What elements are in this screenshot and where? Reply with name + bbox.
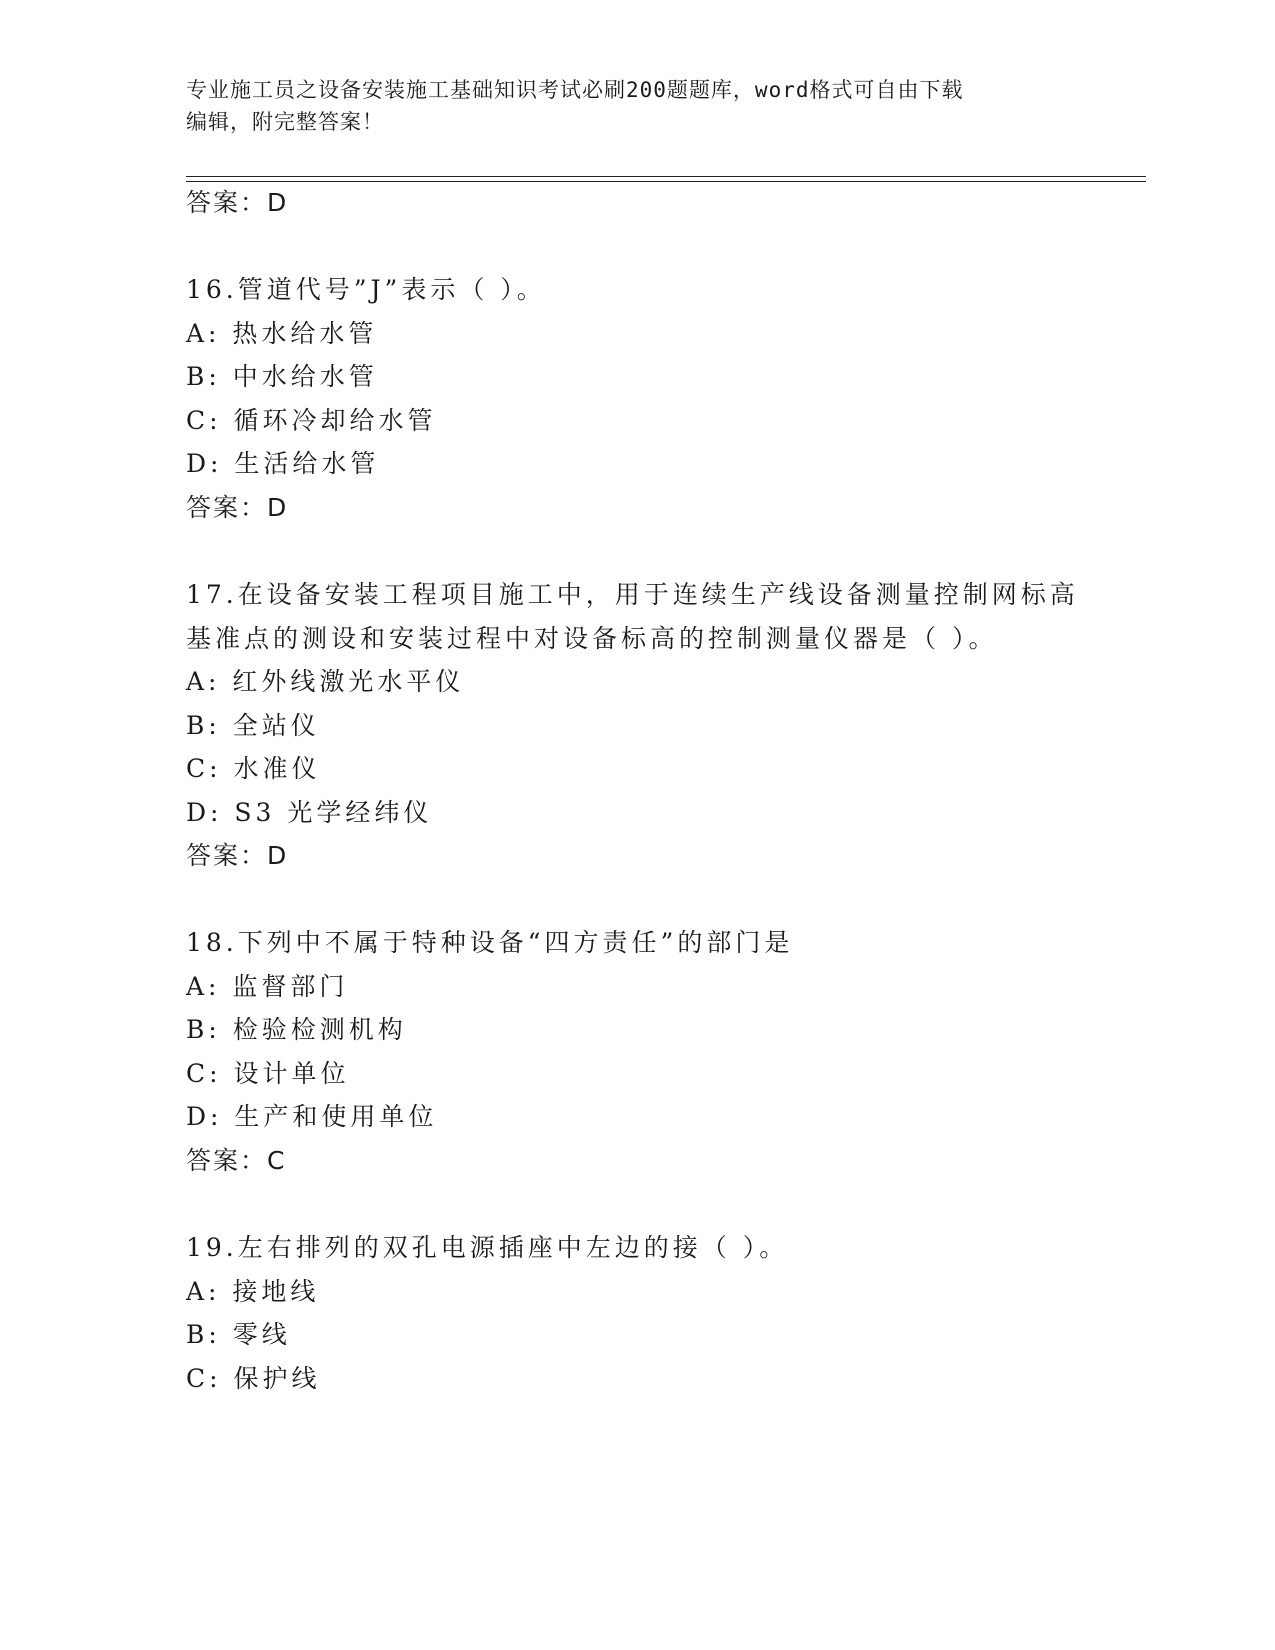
- question-17-option-d: D: S3 光学经纬仪: [186, 798, 433, 827]
- question-18-option-a: A: 监督部门: [186, 972, 349, 1001]
- header-title-line-1: 专业施工员之设备安装施工基础知识考试必刷200题题库，word格式可自由下载: [186, 78, 964, 102]
- header-title-line-2: 编辑，附完整答案！: [186, 110, 384, 134]
- question-19-option-b: B: 零线: [186, 1320, 291, 1349]
- question-19-stem: 19.左右排列的双孔电源插座中左边的接（ ）。: [186, 1233, 789, 1262]
- question-17-answer: 答案：D: [186, 841, 289, 870]
- question-18-answer: 答案：C: [186, 1146, 287, 1175]
- question-16-answer: 答案：D: [186, 493, 289, 522]
- question-18-option-b: B: 检验检测机构: [186, 1015, 407, 1044]
- question-17-stem-line-2: 基准点的测设和安装过程中对设备标高的控制测量仪器是（ ）。: [186, 624, 998, 653]
- header-divider-bottom: [186, 181, 1146, 182]
- header-divider-top: [186, 176, 1146, 177]
- question-18-option-d: D: 生产和使用单位: [186, 1102, 438, 1131]
- question-17-option-c: C: 水准仪: [186, 754, 321, 783]
- question-16-option-a: A: 热水给水管: [186, 319, 378, 348]
- question-19-option-a: A: 接地线: [186, 1277, 320, 1306]
- question-17-option-b: B: 全站仪: [186, 711, 320, 740]
- question-17-option-a: A: 红外线激光水平仪: [186, 667, 465, 696]
- question-16-stem: 16.管道代号”J”表示（ ）。: [186, 275, 546, 304]
- question-17-stem-line-1: 17.在设备安装工程项目施工中，用于连续生产线设备测量控制网标高: [186, 580, 1079, 609]
- previous-answer: 答案：D: [186, 188, 289, 217]
- question-16-option-b: B: 中水给水管: [186, 362, 378, 391]
- question-16-option-d: D: 生活给水管: [186, 449, 380, 478]
- question-16-option-c: C: 循环冷却给水管: [186, 406, 437, 435]
- question-18-option-c: C: 设计单位: [186, 1059, 350, 1088]
- question-19-option-c: C: 保护线: [186, 1364, 321, 1393]
- question-18-stem: 18.下列中不属于特种设备“四方责任”的部门是: [186, 928, 794, 957]
- document-header: [186, 74, 1066, 138]
